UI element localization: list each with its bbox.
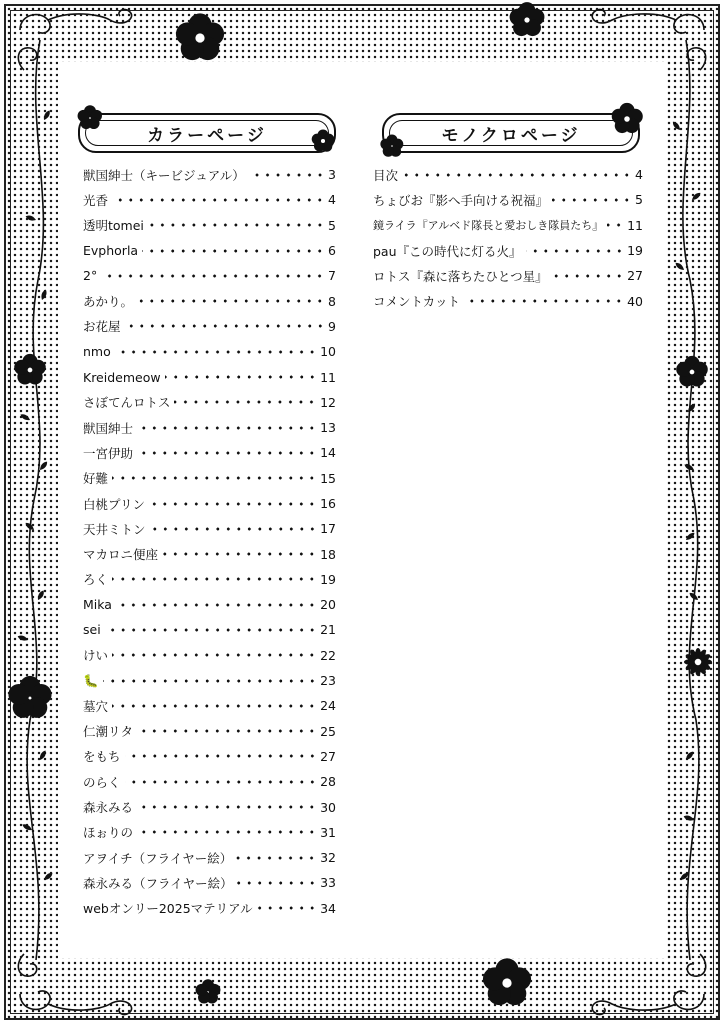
toc-entry <box>83 643 336 668</box>
toc-entry-name: 仁潮リタ <box>83 724 134 740</box>
toc-entry-name: 森永みる（フライヤー絵） <box>83 875 233 891</box>
toc-entry-name: 天井ミトン <box>83 521 146 537</box>
toc-entry-page: 34 <box>320 900 336 916</box>
toc-entry-name: 獣国紳士（キービジュアル） <box>83 167 245 183</box>
toc-entry-page: 9 <box>328 318 336 334</box>
toc-entry <box>83 213 336 238</box>
toc-entry <box>83 617 336 642</box>
dot-leader <box>137 729 317 733</box>
dot-leader <box>162 552 317 556</box>
toc-entry <box>83 870 336 895</box>
toc-entry-page: 32 <box>320 850 336 866</box>
toc-entry-page: 20 <box>320 597 336 613</box>
toc-entry-name: ろく <box>83 572 109 588</box>
color-section-header <box>78 113 336 153</box>
toc-entry <box>83 162 336 187</box>
dot-leader <box>174 400 317 404</box>
toc-entry-name: マカロニ便座 <box>83 547 159 563</box>
dot-leader <box>137 830 317 834</box>
toc-entry-page: 24 <box>320 698 336 714</box>
dot-leader <box>464 299 624 303</box>
dot-leader <box>149 502 317 506</box>
dot-leader <box>137 299 325 303</box>
toc-entry-name: 🐛 <box>83 672 99 688</box>
toc-entry <box>83 820 336 845</box>
mono-section-title: モノクロページ <box>441 126 581 146</box>
toc-entry-page: 25 <box>320 723 336 739</box>
toc-entry <box>83 693 336 718</box>
toc-entry-page: 31 <box>320 824 336 840</box>
dot-leader <box>125 324 326 328</box>
toc-entry <box>373 288 643 313</box>
color-section-title: カラーページ <box>147 126 267 146</box>
dot-leader <box>165 375 318 379</box>
dot-leader <box>137 451 317 455</box>
toc-entry <box>83 668 336 693</box>
toc-entry-name: Evphorla <box>83 243 139 259</box>
toc-entry-page: 23 <box>320 673 336 689</box>
toc-entry <box>83 769 336 794</box>
dot-leader <box>137 426 317 430</box>
toc-entry <box>83 491 336 516</box>
toc-entry <box>83 314 336 339</box>
toc-entry-page: 30 <box>320 799 336 815</box>
dot-leader <box>115 350 317 354</box>
toc-entry-page: 19 <box>320 571 336 587</box>
toc-entry-name: nmo <box>83 344 111 360</box>
toc-entry-page: 22 <box>320 647 336 663</box>
toc-entry-page: 33 <box>320 875 336 891</box>
toc-entry-name: sei <box>83 622 101 638</box>
dot-leader <box>552 274 624 278</box>
dot-leader <box>237 881 317 885</box>
dot-leader <box>526 249 625 253</box>
toc-entry <box>83 440 336 465</box>
toc-entry <box>83 466 336 491</box>
vine-icon <box>27 40 43 960</box>
toc-entry-name: pau『この時代に灯る火』 <box>373 243 522 259</box>
toc-entry <box>83 516 336 541</box>
toc-entry <box>83 339 336 364</box>
toc-entry-name: 鏡ライラ『アルベド隊長と愛おしき隊員たち』 <box>373 219 604 233</box>
dot-leader <box>607 223 624 227</box>
dot-leader <box>257 906 317 910</box>
toc-entry <box>83 845 336 870</box>
toc-entry-page: 28 <box>320 774 336 790</box>
dot-leader <box>112 198 325 202</box>
toc-entry-page: 13 <box>320 420 336 436</box>
toc-entry <box>83 187 336 212</box>
dot-leader <box>125 754 318 758</box>
toc-entry-page: 6 <box>328 243 336 259</box>
daisy-icon <box>684 648 712 676</box>
toc-entry-name: をもち <box>83 749 121 765</box>
dot-leader <box>125 780 318 784</box>
toc-entry-page: 5 <box>328 217 336 233</box>
vine-icon <box>683 40 699 960</box>
toc-entry-name: 白桃プリン <box>83 496 146 512</box>
dot-leader <box>137 805 317 809</box>
toc-entry-page: 21 <box>320 622 336 638</box>
toc-entry <box>83 238 336 263</box>
toc-entry-name: 目次 <box>373 167 399 183</box>
toc-entry-page: 4 <box>328 192 336 208</box>
toc-entry-name: 一宮伊助 <box>83 445 134 461</box>
toc-entry-page: 27 <box>320 748 336 764</box>
toc-entry <box>83 541 336 566</box>
toc-entry-name: 2° <box>83 268 98 284</box>
toc-entry-name: ロトス『森に落ちたひとつ星』 <box>373 268 548 284</box>
toc-entry-page: 8 <box>328 293 336 309</box>
toc-entry <box>83 744 336 769</box>
toc-entry <box>373 213 643 238</box>
toc-entry-name: Kreidemeow <box>83 369 161 385</box>
toc-entry-page: 10 <box>320 344 336 360</box>
toc-entry-page: 11 <box>627 217 643 233</box>
toc-entry-name: けい <box>83 648 109 664</box>
toc-entry-page: 12 <box>320 394 336 410</box>
toc-entry-page: 16 <box>320 496 336 511</box>
dot-leader <box>402 173 632 177</box>
toc-entry-name: Mika <box>83 597 112 613</box>
toc-entry <box>83 719 336 744</box>
toc-entry <box>83 390 336 415</box>
dot-leader <box>116 603 317 607</box>
toc-entry <box>83 263 336 288</box>
toc-entry-name: さぼてんロトス <box>83 395 171 411</box>
dot-leader <box>101 274 325 278</box>
toc-entry <box>83 896 336 921</box>
dot-leader <box>148 223 325 227</box>
dot-leader <box>105 628 317 632</box>
dot-leader <box>103 679 318 683</box>
dot-leader <box>249 173 325 177</box>
toc-entry <box>83 364 336 389</box>
toc-entry-page: 3 <box>328 167 336 183</box>
toc-entry-name: 森永みる <box>83 800 134 816</box>
leaf-icon <box>671 120 702 882</box>
toc-entry-name: 獣国紳士 <box>83 420 134 436</box>
toc-entry <box>373 187 643 212</box>
toc-entry-name: アヲイチ（フライヤー絵） <box>83 850 233 866</box>
toc-entry-name: ちょびお『影へ手向ける祝福』 <box>373 192 549 208</box>
toc-entry <box>373 162 643 187</box>
toc-entry <box>373 238 643 263</box>
toc-entry-page: 11 <box>320 369 336 385</box>
toc-entry <box>83 288 336 313</box>
dot-leader <box>552 198 632 202</box>
color-toc-list <box>83 162 336 921</box>
toc-entry <box>83 415 336 440</box>
toc-entry-name: お花屋 <box>83 319 121 335</box>
toc-entry-page: 4 <box>635 167 643 183</box>
mono-toc-list <box>373 162 643 314</box>
toc-entry-page: 7 <box>328 268 336 284</box>
dot-leader <box>112 476 317 480</box>
toc-entry-page: 14 <box>320 445 336 461</box>
dot-leader <box>236 856 317 860</box>
toc-entry-page: 27 <box>627 268 643 284</box>
toc-entry-page: 40 <box>627 293 643 309</box>
dot-leader <box>112 704 317 708</box>
mono-section-header <box>382 113 640 153</box>
toc-entry-name: コメントカット <box>373 294 461 310</box>
toc-entry-name: 透明tomei <box>83 218 144 234</box>
toc-entry-page: 19 <box>627 243 643 259</box>
toc-entry-page: 17 <box>320 521 336 537</box>
dot-leader <box>112 577 317 581</box>
toc-entry <box>83 592 336 617</box>
toc-entry-name: 光香 <box>83 192 109 208</box>
toc-entry-name: 好難 <box>83 471 109 487</box>
toc-entry <box>83 794 336 819</box>
toc-entry-page: 15 <box>320 470 336 486</box>
toc-entry <box>373 263 643 288</box>
toc-entry-page: 5 <box>635 192 643 208</box>
toc-entry-name: のらく <box>83 774 121 790</box>
dot-leader <box>150 527 318 531</box>
toc-entry-name: あかり。 <box>83 294 134 310</box>
toc-entry-name: 墓穴 <box>83 698 109 714</box>
dot-leader <box>112 653 317 657</box>
toc-entry-page: 18 <box>320 546 336 562</box>
toc-entry-name: ほぉりの <box>83 825 134 841</box>
toc-entry <box>83 567 336 592</box>
toc-entry-name: webオンリー2025マテリアル <box>83 901 253 917</box>
dot-leader <box>142 249 325 253</box>
